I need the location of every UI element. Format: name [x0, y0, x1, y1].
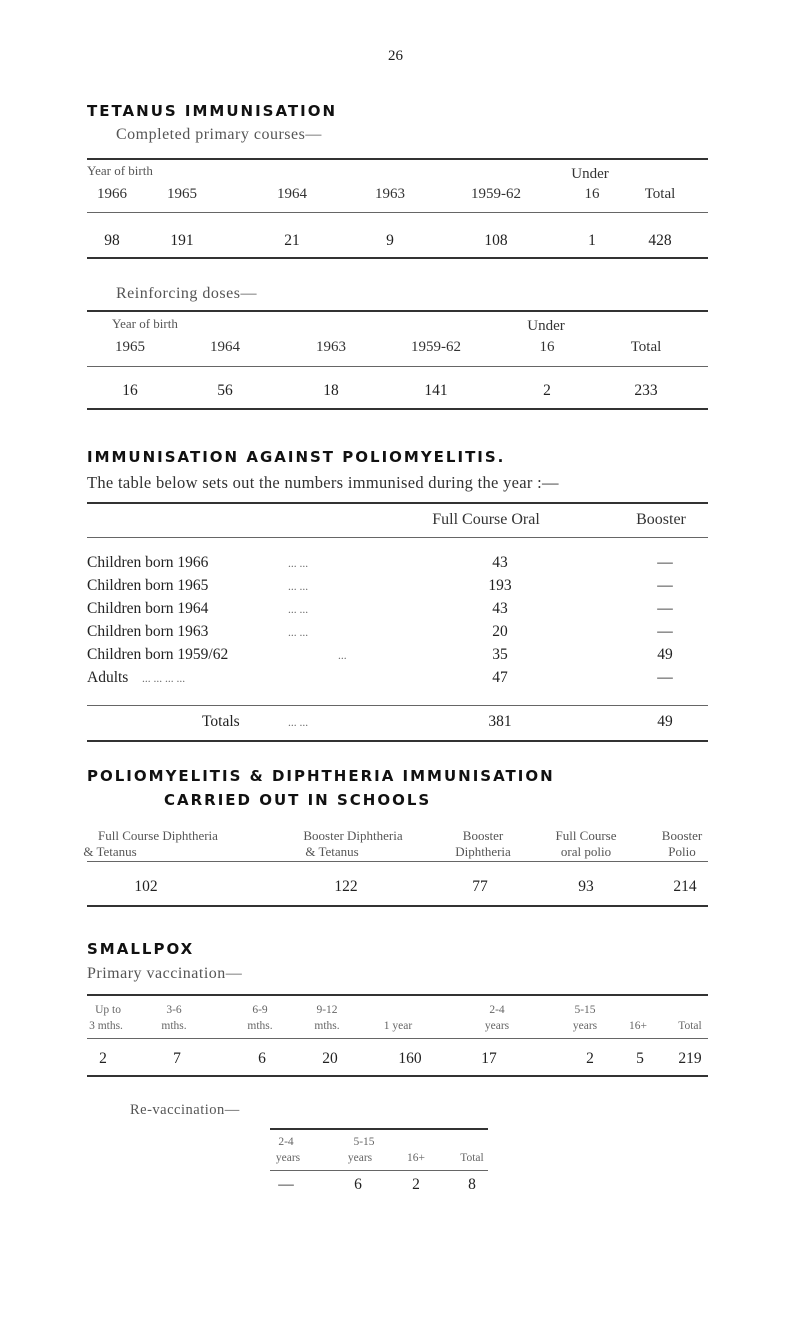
row-label: Children born 1963	[87, 623, 209, 640]
col-header: 1963	[375, 186, 405, 202]
col-header: 1966	[97, 186, 127, 202]
col-header: years	[572, 1020, 598, 1032]
table-cell: 20	[322, 1050, 338, 1067]
totals-booster: 49	[657, 713, 673, 730]
table-rule	[270, 1128, 488, 1130]
table-rule	[87, 740, 708, 742]
col-header: 3 mths.	[89, 1020, 123, 1032]
leader-dots: ... ...	[288, 604, 309, 616]
table-cell: 17	[481, 1050, 497, 1067]
tetanus-heading: TETANUS IMMUNISATION	[87, 102, 338, 120]
totals-label: Totals	[202, 713, 240, 730]
table-cell: 122	[334, 878, 358, 895]
table-cell: 18	[323, 382, 339, 399]
table-cell: —	[278, 1176, 294, 1193]
page-number: 26	[388, 48, 403, 64]
leader-dots: ... ...	[288, 717, 309, 729]
table-cell: 2	[543, 382, 551, 399]
table-cell: 6	[258, 1050, 266, 1067]
table-rule	[87, 257, 708, 259]
col-header: mths.	[314, 1020, 340, 1032]
col-header: Total	[460, 1152, 484, 1164]
col-header: oral polio	[560, 844, 612, 859]
col-header: 6-9	[252, 1004, 268, 1016]
booster-value: —	[657, 577, 673, 594]
table-cell: 191	[170, 232, 194, 249]
booster-value: —	[657, 554, 673, 571]
table-cell: 21	[284, 232, 300, 249]
table-cell: 6	[354, 1176, 362, 1193]
booster-value: —	[657, 600, 673, 617]
col-header: 1964	[210, 339, 240, 355]
table-cell: 1	[588, 232, 596, 249]
table-cell: 219	[678, 1050, 702, 1067]
col-header: years	[347, 1152, 373, 1164]
col-header-full-course: Full Course Oral	[432, 511, 540, 528]
leader-dots: ... ...	[288, 581, 309, 593]
col-header: years	[275, 1152, 301, 1164]
primary-vaccination-label: Primary vaccination—	[87, 965, 243, 982]
col-header: 3-6	[166, 1004, 182, 1016]
table-cell: 214	[673, 878, 697, 895]
full-course-value: 193	[488, 577, 512, 594]
row-label: Children born 1964	[87, 600, 209, 617]
booster-value: —	[657, 669, 673, 686]
col-header: Full Course	[555, 828, 617, 843]
table-rule	[87, 705, 708, 706]
polio-heading: IMMUNISATION AGAINST POLIOMYELITIS.	[87, 448, 506, 466]
col-header: 1959-62	[411, 339, 461, 355]
col-header: Total	[630, 339, 662, 355]
table-cell: 160	[398, 1050, 422, 1067]
col-header: Total	[644, 186, 676, 202]
table-rule	[87, 158, 708, 160]
col-header: 1964	[277, 186, 307, 202]
table-rule	[87, 1075, 708, 1077]
revaccination-label: Re-vaccination—	[130, 1102, 240, 1118]
col-header: 5-15	[353, 1136, 375, 1148]
row-label: Children born 1966	[87, 554, 209, 571]
table-cell: 2	[586, 1050, 594, 1067]
table-cell: 7	[173, 1050, 181, 1067]
booster-value: —	[657, 623, 673, 640]
col-header: Booster	[661, 828, 703, 843]
table-cell: 16	[122, 382, 138, 399]
col-header: & Tetanus	[305, 844, 359, 859]
table-cell: 2	[99, 1050, 107, 1067]
full-course-value: 20	[492, 623, 508, 640]
table-cell: 108	[484, 232, 508, 249]
schools-heading-line1: POLIOMYELITIS & DIPHTHERIA IMMUNISATION	[87, 767, 555, 785]
table-rule	[87, 1038, 708, 1039]
table-rule	[87, 366, 708, 367]
col-header: 5-15	[574, 1004, 596, 1016]
booster-value: 49	[657, 646, 673, 663]
col-header: Booster Diphtheria	[303, 828, 403, 843]
table-cell: 8	[468, 1176, 476, 1193]
schools-heading-line2: CARRIED OUT IN SCHOOLS	[164, 791, 432, 809]
table-rule	[87, 408, 708, 410]
col-header: Full Course Diphtheria	[98, 828, 218, 843]
under-label: Under	[571, 166, 609, 182]
col-header: Up to	[95, 1004, 121, 1016]
col-header: & Tetanus	[83, 844, 137, 859]
table-cell: 5	[636, 1050, 644, 1067]
reinforcing-doses-label: Reinforcing doses—	[116, 285, 257, 302]
polio-intro-text: The table below sets out the numbers immunised during the year :—	[87, 473, 559, 492]
col-header: 1965	[115, 339, 145, 355]
totals-full-course: 381	[488, 713, 512, 730]
col-header: 1965	[167, 186, 197, 202]
table-rule	[87, 212, 708, 213]
table-cell: 9	[386, 232, 394, 249]
col-header: Booster	[462, 828, 504, 843]
col-header: 1 year	[383, 1020, 413, 1032]
col-header: 16	[539, 339, 555, 355]
table-cell: 428	[648, 232, 672, 249]
col-header: Total	[678, 1020, 702, 1032]
table-cell: 98	[104, 232, 120, 249]
table-rule	[87, 310, 708, 312]
full-course-value: 43	[492, 600, 508, 617]
under-label: Under	[527, 318, 565, 334]
table-rule	[87, 537, 708, 538]
table-rule	[87, 502, 708, 504]
table-cell: 77	[472, 878, 488, 895]
full-course-value: 43	[492, 554, 508, 571]
table-cell: 56	[217, 382, 233, 399]
col-header: years	[484, 1020, 510, 1032]
col-header: 16+	[407, 1152, 425, 1164]
table-cell: 2	[412, 1176, 420, 1193]
year-of-birth-label: Year of birth	[87, 163, 153, 178]
col-header: mths.	[247, 1020, 273, 1032]
table-cell: 141	[424, 382, 448, 399]
col-header: 16+	[629, 1020, 647, 1032]
col-header: mths.	[161, 1020, 187, 1032]
col-header: Polio	[668, 844, 696, 859]
col-header: Diphtheria	[455, 844, 511, 859]
table-rule	[270, 1170, 488, 1171]
row-label: Children born 1965	[87, 577, 209, 594]
year-of-birth-label: Year of birth	[112, 316, 178, 331]
table-cell: 102	[134, 878, 158, 895]
leader-dots: ... ...	[288, 627, 309, 639]
table-cell: 233	[634, 382, 658, 399]
col-header: 2-4	[278, 1136, 294, 1148]
col-header: 1959-62	[471, 186, 521, 202]
col-header: 16	[584, 186, 600, 202]
row-label: Adults	[87, 669, 129, 686]
completed-courses-label: Completed primary courses—	[116, 126, 322, 143]
full-course-value: 47	[492, 669, 508, 686]
full-course-value: 35	[492, 646, 508, 663]
smallpox-heading: SMALLPOX	[87, 940, 195, 958]
row-label: Children born 1959/62	[87, 646, 229, 663]
col-header-booster: Booster	[636, 511, 686, 528]
table-rule	[87, 905, 708, 907]
table-rule	[87, 994, 708, 996]
table-cell: 93	[578, 878, 594, 895]
leader-dots: ... ...	[288, 558, 309, 570]
col-header: 1963	[316, 339, 346, 355]
col-header: 9-12	[316, 1004, 338, 1016]
table-rule	[87, 861, 708, 862]
leader-dots: ... ... ... ...	[142, 673, 186, 685]
leader-dots: ...	[338, 650, 347, 662]
col-header: 2-4	[489, 1004, 505, 1016]
